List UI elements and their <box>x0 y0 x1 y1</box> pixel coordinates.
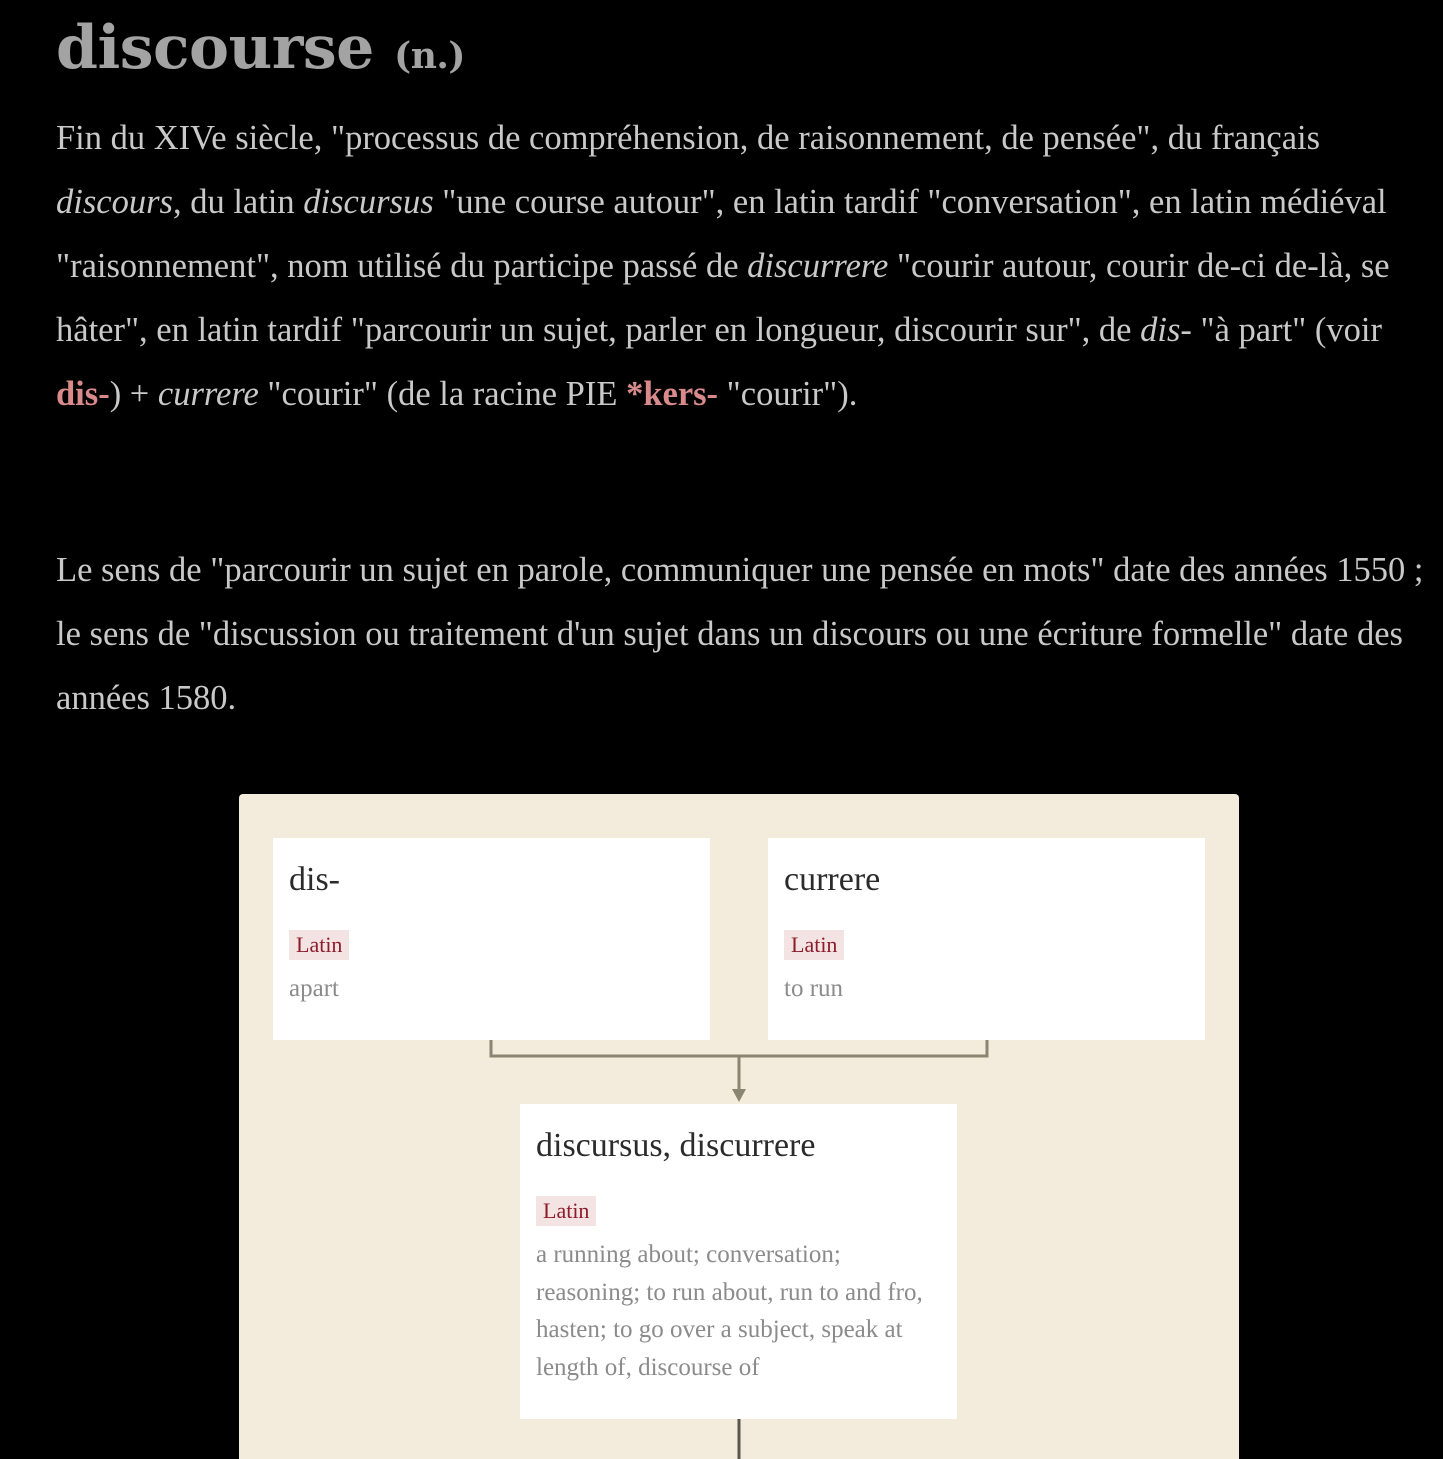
node-gloss: to run <box>784 975 844 1002</box>
merge-connector <box>491 1040 987 1056</box>
text-segment: "courir"). <box>718 375 858 413</box>
language-tag: Latin <box>289 930 349 960</box>
italic-term: discours <box>56 183 173 221</box>
arrow-down-icon <box>732 1089 746 1102</box>
text-segment: Fin du XIVe siècle, "processus de compréhension, de raisonnement, de pensée", du français <box>56 119 1321 157</box>
italic-term: discurrere <box>747 247 889 285</box>
italic-term: currere <box>157 375 259 413</box>
node-gloss: a running about; conversation; reasoning; to run about, run to and fro, hasten; to go over a subject, speak at length of, discourse of <box>536 1241 923 1381</box>
text-segment: - "à part" (voir <box>1180 311 1382 349</box>
node-word: currere <box>784 861 881 898</box>
text-segment: ) + <box>109 375 158 413</box>
node-card-dis[interactable] <box>273 838 710 1040</box>
text-segment: "courir autour, courir de-ci de-là, se hâter", en latin tardif "parcourir un sujet, parler en longueur, discourir sur", de <box>56 247 1390 349</box>
headword-text: discourse <box>56 13 374 83</box>
language-tag: Latin <box>784 930 844 960</box>
italic-term: discursus <box>303 183 434 221</box>
etymology-paragraph-1 <box>56 106 1426 426</box>
etymology-paragraph-2: Le sens de "parcourir un sujet en parole, communiquer une pensée en mots" date des années 1550 ; le sens de "discussion ou traitement d'un sujet dans un discours ou une écriture formelle" date des années 1580. <box>56 551 1424 717</box>
language-tag: Latin <box>536 1196 596 1226</box>
entry-headword <box>56 8 465 96</box>
node-card-currere[interactable] <box>768 838 1205 1040</box>
text-segment: , du latin <box>172 183 304 221</box>
node-card-discursus[interactable] <box>520 1104 957 1419</box>
part-of-speech: (n.) <box>394 35 465 77</box>
dis-link[interactable]: dis- <box>56 375 110 413</box>
node-word: discursus, discurrere <box>536 1127 816 1164</box>
node-word: dis- <box>289 861 340 898</box>
italic-term: dis <box>1140 311 1181 349</box>
etymology-diagram <box>239 794 1239 1459</box>
text-segment: "une course autour", en latin tardif "conversation", en latin médiéval "raisonnement", nom utilisé du participe passé de <box>56 183 1387 285</box>
node-gloss: apart <box>289 975 339 1002</box>
text-segment: "courir" (de la racine PIE <box>258 375 627 413</box>
kers-root-link[interactable]: *kers- <box>626 375 719 413</box>
